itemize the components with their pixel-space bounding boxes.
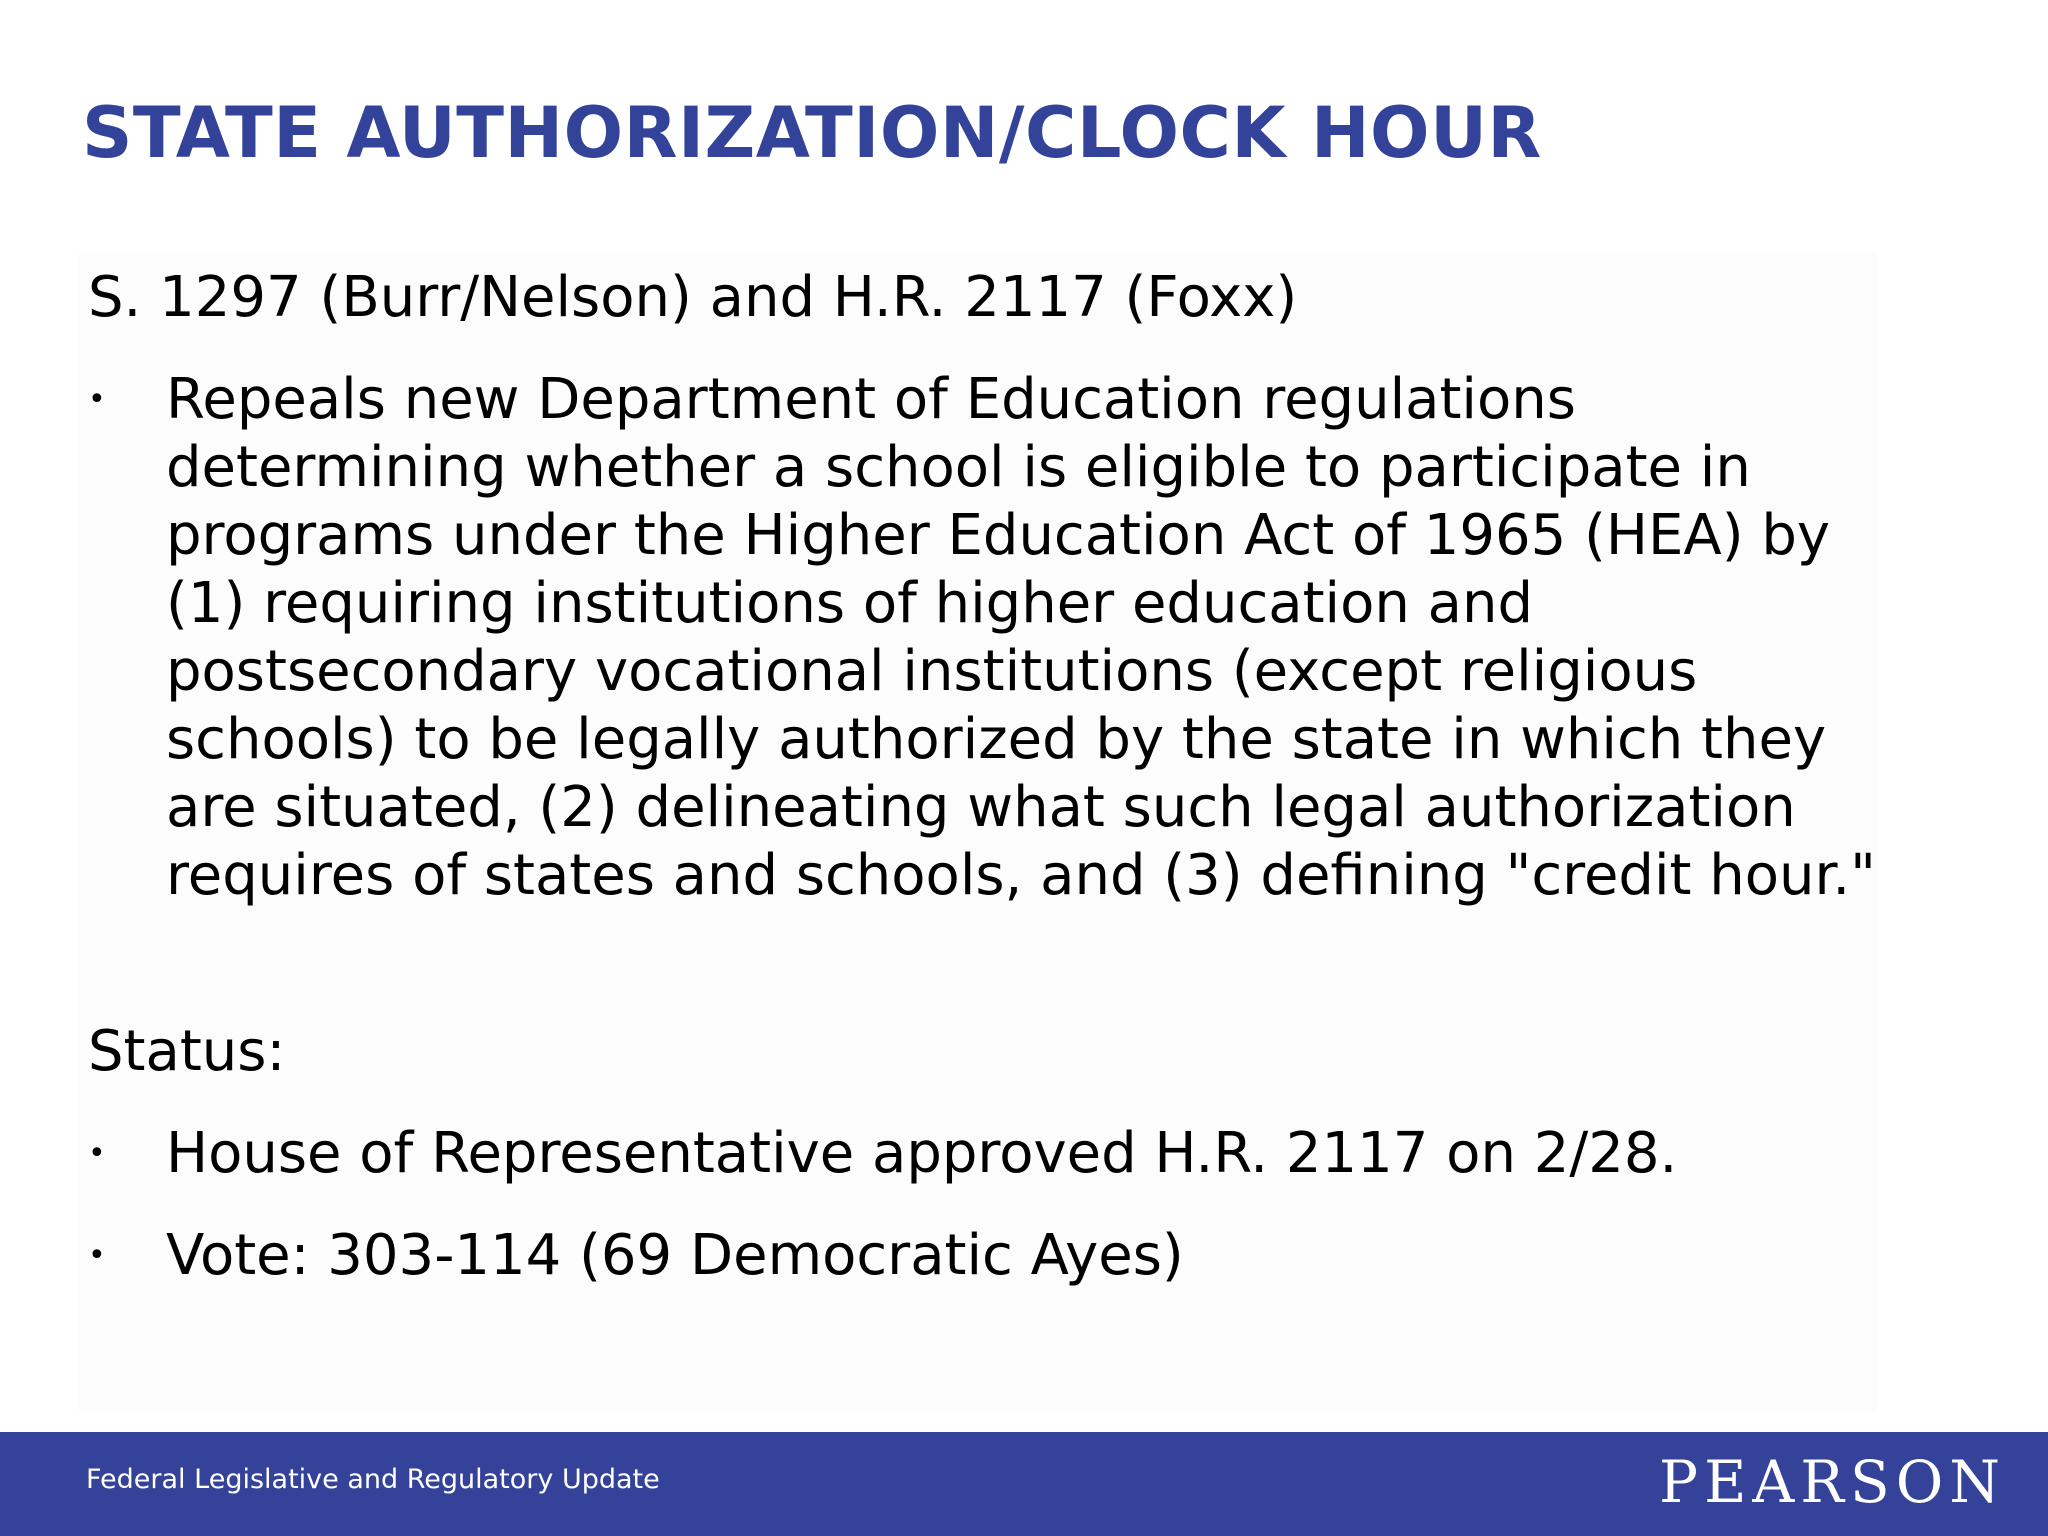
bullet-icon: •: [88, 1136, 106, 1171]
bill-heading: S. 1297 (Burr/Nelson) and H.R. 2117 (Foxx): [88, 265, 1298, 330]
pearson-logo: PEARSON: [1659, 1448, 2006, 1516]
slide-content: [78, 252, 1878, 1412]
status-vote: Vote: 303-114 (69 Democratic Ayes): [166, 1223, 1184, 1288]
bill-description: Repeals new Department of Education regulations determining whether a school is eligible to participate in programs under the Higher Education Act of 1965 (HEA) by (1) requiring institutions of higher education and postsecondary vocational institutions (except religious schools) to be legally authorized by the state in which they are situated, (2) delineating what such legal authorization requires of states and schools, and (3) defining "credit hour.": [166, 367, 1876, 908]
status-approval: House of Representative approved H.R. 2117 on 2/28.: [166, 1121, 1678, 1186]
footer-caption: Federal Legislative and Regulatory Update: [86, 1464, 660, 1495]
status-heading: Status:: [88, 1019, 286, 1084]
footer-bar: [0, 1432, 2048, 1536]
bullet-icon: •: [88, 382, 106, 417]
bullet-icon: •: [88, 1238, 106, 1273]
slide-title: STATE AUTHORIZATION/CLOCK HOUR: [82, 92, 1542, 174]
